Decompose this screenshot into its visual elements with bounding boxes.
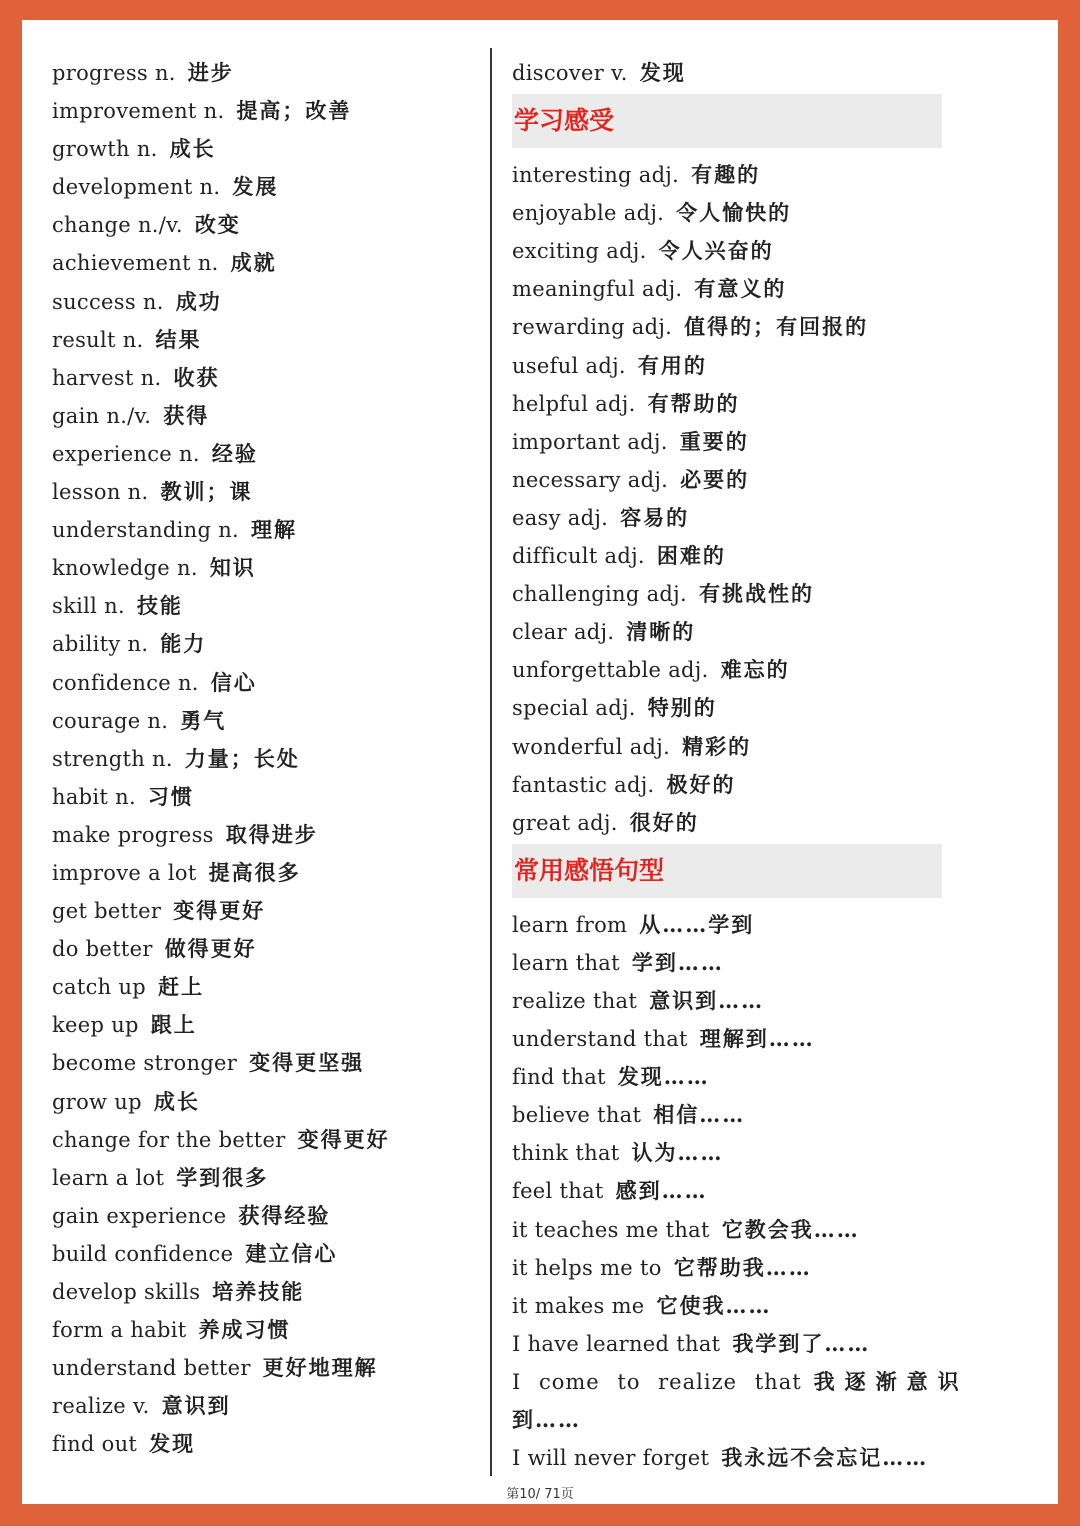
- english-term: helpful adj.: [512, 391, 636, 416]
- english-term: understand that: [512, 1027, 688, 1052]
- chinese-meaning: 取得进步: [225, 821, 318, 847]
- vocab-entry: [52, 1311, 482, 1349]
- english-term: gain experience: [52, 1203, 227, 1228]
- vocab-entry: [52, 54, 482, 92]
- chinese-meaning: 习惯: [147, 783, 194, 809]
- vocab-entry: [52, 1349, 482, 1387]
- chinese-meaning: 发现: [149, 1431, 196, 1457]
- english-term: form a habit: [52, 1318, 187, 1343]
- english-term: result n.: [52, 327, 144, 352]
- chinese-meaning: 理解: [251, 517, 298, 543]
- english-term: change n./v.: [52, 213, 183, 238]
- english-term: great adj.: [512, 810, 618, 835]
- vocab-entry: [52, 892, 482, 930]
- chinese-meaning: 学到……: [631, 949, 724, 975]
- chinese-meaning: 经验: [211, 440, 258, 466]
- chinese-meaning: 困难的: [656, 543, 726, 569]
- english-term: skill n.: [52, 594, 125, 619]
- vocab-entry: [512, 651, 942, 689]
- right-top-list: [512, 54, 942, 92]
- english-term: make progress: [52, 822, 214, 847]
- english-term: become stronger: [52, 1051, 238, 1076]
- english-term: wonderful adj.: [512, 734, 671, 759]
- english-term: habit n.: [52, 784, 136, 809]
- vocab-entry: [512, 1134, 942, 1172]
- chinese-meaning: 成长: [169, 136, 216, 162]
- english-term: learn a lot: [52, 1165, 165, 1190]
- english-term: development n.: [52, 175, 221, 200]
- english-term: develop skills: [52, 1280, 201, 1304]
- vocab-entry: [52, 511, 482, 549]
- chinese-meaning: 我永远不会忘记……: [721, 1445, 929, 1471]
- english-term: it helps me to: [512, 1255, 662, 1280]
- vocab-entry: [52, 664, 482, 702]
- english-term: realize that: [512, 988, 638, 1013]
- vocab-entry: [512, 982, 942, 1020]
- chinese-meaning: 令人愉快的: [676, 200, 792, 226]
- english-term: clear adj.: [512, 620, 615, 645]
- chinese-meaning: 它教会我……: [721, 1216, 860, 1242]
- english-term: strength n.: [52, 746, 173, 771]
- english-term: it makes me: [512, 1293, 645, 1318]
- chinese-meaning: 意识到……: [649, 987, 765, 1013]
- vocab-entry: [512, 1172, 942, 1210]
- vocab-entry: [512, 906, 942, 944]
- chinese-meaning: 发展: [232, 174, 279, 200]
- english-term: experience n.: [52, 441, 200, 466]
- english-term: necessary adj.: [512, 467, 669, 492]
- english-term: useful adj.: [512, 353, 626, 378]
- english-term: growth n.: [52, 137, 158, 162]
- chinese-meaning: 信心: [210, 669, 257, 695]
- vocab-entry: [512, 270, 942, 308]
- vocab-entry: [52, 130, 482, 168]
- chinese-meaning: 进步: [187, 60, 234, 85]
- chinese-meaning: 成长: [153, 1088, 200, 1114]
- vocab-entry: [52, 473, 482, 511]
- chinese-meaning: 获得: [163, 402, 210, 428]
- english-term: special adj.: [512, 696, 636, 721]
- vocab-entry: [512, 232, 942, 270]
- vocab-entry: [52, 1044, 482, 1082]
- vocab-entry: [52, 854, 482, 892]
- chinese-meaning: 获得经验: [238, 1202, 331, 1228]
- vocab-entry: [52, 930, 482, 968]
- vocab-entry: [52, 1235, 482, 1273]
- chinese-meaning: 改变: [194, 212, 241, 238]
- vocab-entry: [52, 968, 482, 1006]
- chinese-meaning: 教训；课: [160, 479, 253, 505]
- chinese-meaning: 养成习惯: [198, 1317, 291, 1343]
- chinese-meaning: 必要的: [680, 466, 750, 492]
- english-term: interesting adj.: [512, 163, 680, 188]
- chinese-meaning: 赶上: [158, 974, 205, 1000]
- vocab-entry: [52, 778, 482, 816]
- vocab-entry: [512, 1363, 969, 1401]
- vocab-entry: [512, 461, 942, 499]
- english-term: gain n./v.: [52, 403, 152, 428]
- english-term: find that: [512, 1065, 606, 1090]
- vocab-entry: [512, 613, 942, 651]
- chinese-meaning: 意识到: [161, 1393, 231, 1419]
- chinese-meaning: 认为……: [631, 1140, 724, 1166]
- chinese-meaning: 难忘的: [720, 657, 790, 683]
- chinese-meaning: 特别的: [647, 695, 717, 721]
- vocab-entry: [512, 1439, 942, 1477]
- vocab-entry: [512, 1096, 942, 1134]
- chinese-meaning: 很好的: [629, 809, 699, 835]
- chinese-meaning: 技能: [136, 593, 183, 619]
- vocab-entry: [52, 1425, 482, 1463]
- vocab-entry: [52, 1159, 482, 1197]
- vocab-entry: [512, 1249, 942, 1287]
- chinese-meaning: 收获: [173, 364, 220, 390]
- vocab-entry: [52, 816, 482, 854]
- vocab-entry: [52, 206, 482, 244]
- vocab-entry: [52, 702, 482, 740]
- chinese-meaning: 力量；长处: [184, 745, 300, 771]
- english-term: understand better: [52, 1356, 251, 1381]
- vocab-entry: [52, 587, 482, 625]
- english-term: unforgettable adj.: [512, 658, 709, 683]
- chinese-meaning: 能力: [160, 631, 207, 657]
- vocab-entry: [512, 1058, 942, 1096]
- chinese-meaning: 清晰的: [626, 619, 696, 645]
- chinese-meaning: 提高；改善: [236, 98, 352, 124]
- vocab-entry: [52, 625, 482, 663]
- chinese-meaning: 变得更好: [173, 898, 266, 924]
- english-term: I have learned that: [512, 1331, 721, 1356]
- vocab-entry: [52, 1121, 482, 1159]
- chinese-meaning: 成就: [230, 250, 277, 276]
- english-term: build confidence: [52, 1241, 234, 1266]
- vocab-entry: [512, 728, 942, 766]
- chinese-meaning: 令人兴奋的: [658, 238, 774, 264]
- chinese-meaning: 从……学到: [639, 911, 755, 937]
- page-number: 第10/ 71页: [506, 1487, 574, 1502]
- vocab-entry: [52, 1006, 482, 1044]
- chinese-meaning: 有挑战性的: [698, 581, 814, 607]
- chinese-meaning: 有帮助的: [647, 390, 740, 416]
- chinese-meaning: 有用的: [637, 352, 707, 378]
- chinese-meaning: 成功: [175, 288, 222, 314]
- english-term: change for the better: [52, 1127, 286, 1152]
- english-term: improvement n.: [52, 99, 225, 124]
- vocab-entry: [512, 689, 942, 727]
- english-term: difficult adj.: [512, 544, 645, 569]
- vocab-entry: [512, 804, 942, 842]
- english-term: improve a lot: [52, 860, 197, 885]
- vocab-entry: [52, 397, 482, 435]
- chinese-meaning: 值得的；有回报的: [684, 314, 869, 340]
- vocab-entry: [512, 1401, 942, 1439]
- vocab-entry: [52, 1197, 482, 1235]
- chinese-meaning: 我学到了……: [732, 1330, 871, 1356]
- english-term: get better: [52, 899, 162, 924]
- vocab-entry: [52, 1387, 482, 1425]
- vocab-entry: [512, 385, 942, 423]
- left-column: [52, 54, 482, 1463]
- english-term: confidence n.: [52, 670, 199, 695]
- chinese-meaning: 相信……: [653, 1102, 746, 1128]
- chinese-meaning: 学到很多: [176, 1164, 269, 1190]
- chinese-meaning: 到……: [512, 1407, 581, 1432]
- vocab-entry: [512, 156, 942, 194]
- vocab-entry: [512, 1287, 942, 1325]
- vocab-entry: [512, 347, 942, 385]
- chinese-meaning: 有趣的: [691, 162, 761, 188]
- vocab-entry: [512, 944, 942, 982]
- english-term: keep up: [52, 1013, 139, 1038]
- vocab-entry: [52, 435, 482, 473]
- vocab-entry: [512, 1211, 942, 1249]
- chinese-meaning: 建立信心: [245, 1240, 338, 1266]
- english-term: achievement n.: [52, 251, 219, 276]
- english-term: harvest n.: [52, 365, 162, 390]
- chinese-meaning: 有意义的: [694, 276, 787, 302]
- english-term: it teaches me that: [512, 1217, 710, 1242]
- english-term: challenging adj.: [512, 582, 687, 607]
- english-term: enjoyable adj.: [512, 201, 665, 226]
- english-term: ability n.: [52, 632, 149, 657]
- chinese-meaning: 重要的: [679, 428, 749, 454]
- english-term: feel that: [512, 1179, 604, 1204]
- english-term: discover v.: [512, 61, 628, 85]
- chinese-meaning: 容易的: [620, 504, 690, 530]
- chinese-meaning: 发现……: [617, 1064, 710, 1090]
- english-term: think that: [512, 1141, 620, 1166]
- vocab-entry: [512, 766, 942, 804]
- chinese-meaning: 提高很多: [208, 859, 301, 885]
- learning-feelings-list: [512, 156, 942, 842]
- chinese-meaning: 我逐渐意识: [813, 1368, 969, 1394]
- chinese-meaning: 做得更好: [164, 936, 257, 962]
- english-term: learn that: [512, 950, 620, 975]
- chinese-meaning: 理解到……: [699, 1026, 815, 1052]
- chinese-meaning: 它帮助我……: [673, 1254, 812, 1280]
- vocab-entry: [52, 321, 482, 359]
- english-term: realize v.: [52, 1394, 150, 1419]
- english-term: I will never forget: [512, 1446, 710, 1471]
- english-term: do better: [52, 937, 153, 962]
- section-heading-learning-feelings: 学习感受: [512, 94, 942, 148]
- english-term: fantastic adj.: [512, 772, 655, 797]
- vocab-entry: [512, 194, 942, 232]
- english-term: important adj.: [512, 429, 668, 454]
- vocab-entry: [52, 168, 482, 206]
- english-term: exciting adj.: [512, 239, 647, 264]
- english-term: rewarding adj.: [512, 315, 673, 340]
- vocab-entry: [512, 54, 942, 92]
- vocab-entry: [52, 283, 482, 321]
- english-term: success n.: [52, 289, 164, 314]
- vocab-entry: [512, 423, 942, 461]
- chinese-meaning: 发现: [639, 60, 686, 85]
- chinese-meaning: 精彩的: [682, 733, 752, 759]
- english-term: catch up: [52, 975, 147, 1000]
- vocab-entry: [512, 1020, 942, 1058]
- vocab-entry: [52, 359, 482, 397]
- chinese-meaning: 更好地理解: [262, 1355, 378, 1381]
- vocab-entry: [52, 92, 482, 130]
- vocab-entry: [52, 244, 482, 282]
- chinese-meaning: 极好的: [666, 771, 736, 797]
- english-term: understanding n.: [52, 518, 240, 543]
- english-term: easy adj.: [512, 505, 609, 530]
- chinese-meaning: 感到……: [615, 1178, 708, 1204]
- chinese-meaning: 结果: [155, 326, 202, 352]
- english-term: learn from: [512, 912, 628, 937]
- chinese-meaning: 跟上: [150, 1012, 197, 1038]
- vocab-entry: [52, 1083, 482, 1121]
- english-term: find out: [52, 1432, 138, 1457]
- english-term: lesson n.: [52, 480, 149, 505]
- chinese-meaning: 变得更好: [297, 1126, 390, 1152]
- chinese-meaning: 知识: [209, 555, 256, 581]
- english-term: progress n.: [52, 61, 176, 85]
- vocab-entry: [512, 499, 942, 537]
- chinese-meaning: 它使我……: [656, 1292, 772, 1318]
- vocab-entry: [52, 740, 482, 778]
- vocab-entry: [512, 537, 942, 575]
- english-term: believe that: [512, 1103, 642, 1128]
- vocab-entry: [512, 308, 942, 346]
- english-term: I come to realize that: [512, 1369, 802, 1394]
- sentence-patterns-list: [512, 906, 969, 1477]
- column-divider: [490, 48, 492, 1476]
- english-term: courage n.: [52, 708, 169, 733]
- section-heading-sentence-patterns: 常用感悟句型: [512, 844, 942, 898]
- right-column: [512, 54, 969, 1477]
- vocab-entry: [512, 1325, 942, 1363]
- english-term: meaningful adj.: [512, 277, 683, 302]
- vocab-entry: [512, 575, 942, 613]
- document-page: [22, 20, 1058, 1504]
- vocab-entry: [52, 1273, 482, 1311]
- vocab-entry: [52, 549, 482, 587]
- english-term: grow up: [52, 1089, 142, 1114]
- chinese-meaning: 变得更坚强: [249, 1050, 365, 1076]
- english-term: knowledge n.: [52, 556, 198, 581]
- chinese-meaning: 勇气: [180, 707, 227, 733]
- chinese-meaning: 培养技能: [212, 1279, 305, 1304]
